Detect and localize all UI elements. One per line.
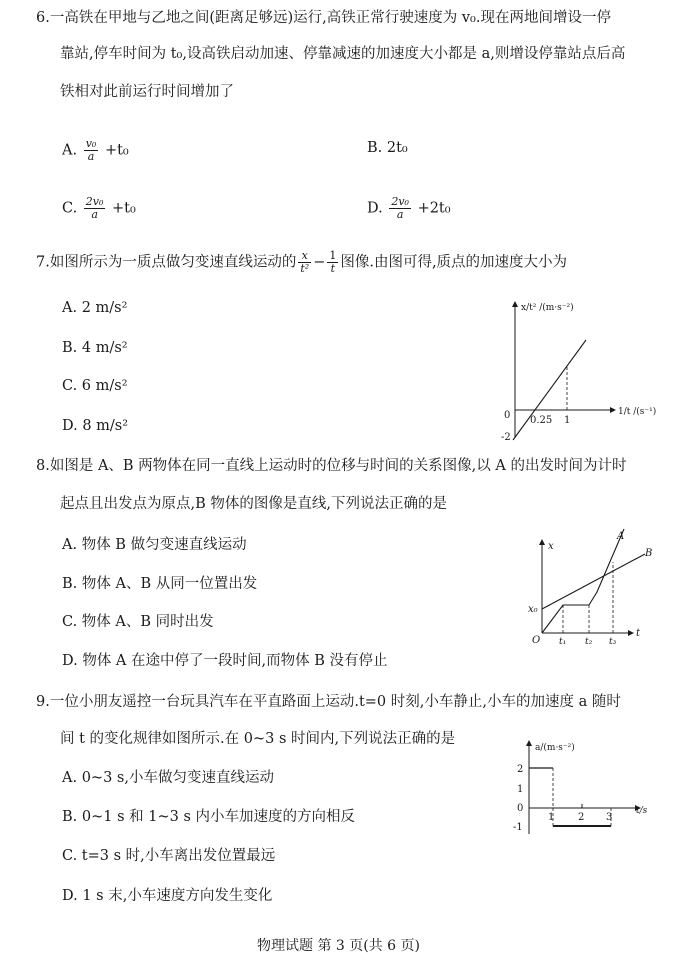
t2-label: t₂ bbox=[585, 637, 593, 647]
y-axis-label: x bbox=[548, 541, 554, 552]
q6-option-c-label: C. bbox=[62, 200, 78, 217]
x-tick-025: 0.25 bbox=[530, 415, 553, 426]
q7-option-d: D. 8 m/s² bbox=[62, 418, 129, 434]
graph-line-b bbox=[542, 554, 645, 609]
q8-option-d: D. 物体 A 在途中停了一段时间,而物体 B 没有停止 bbox=[62, 653, 388, 669]
fraction-denominator: a bbox=[91, 208, 98, 221]
fraction-denominator: a bbox=[87, 150, 95, 163]
q6-option-a-label: A. bbox=[62, 142, 78, 159]
x-tick-3: 3 bbox=[606, 812, 613, 823]
q9-option-a: A. 0~3 s,小车做匀变速直线运动 bbox=[62, 770, 274, 786]
origin-label: O bbox=[532, 635, 541, 646]
q6-option-d-fraction bbox=[389, 196, 411, 221]
label-a: A bbox=[617, 531, 625, 542]
q9-option-c: C. t=3 s 时,小车离出发位置最远 bbox=[62, 848, 276, 864]
q8-line1: 8.如图是 A、B 两物体在同一直线上运动时的位移与时间的关系图像,以 A 的出发时间为计时 bbox=[36, 458, 627, 474]
t3-label: t₃ bbox=[609, 637, 617, 647]
q6-option-d bbox=[367, 196, 451, 221]
x-axis-label: 1/t /(s⁻¹) bbox=[618, 407, 657, 417]
q8-option-c: C. 物体 A、B 同时出发 bbox=[62, 614, 214, 630]
q6-option-b: B. 2t₀ bbox=[367, 140, 408, 156]
q7-option-c: C. 6 m/s² bbox=[62, 378, 128, 394]
q9-line2: 间 t 的变化规律如图所示.在 0~3 s 时间内,下列说法正确的是 bbox=[60, 731, 456, 747]
q8-option-b: B. 物体 A、B 从同一位置出发 bbox=[62, 576, 258, 592]
q6-option-c-tail: +t₀ bbox=[112, 200, 136, 217]
y-tick-neg1: -1 bbox=[513, 822, 523, 833]
x-tick-1: 1 bbox=[548, 812, 555, 823]
y-axis-label: x/t² /(m·s⁻²) bbox=[521, 303, 574, 313]
q6-line3: 铁相对此前运行时间增加了 bbox=[60, 84, 234, 100]
fraction-denominator: t bbox=[330, 262, 336, 275]
q6-option-a-fraction bbox=[84, 138, 99, 163]
q9-option-b: B. 0~1 s 和 1~3 s 内小车加速度的方向相反 bbox=[62, 809, 356, 825]
q6-option-d-tail: +2t₀ bbox=[417, 200, 451, 217]
q9-graph bbox=[510, 736, 660, 836]
q6-option-a-tail: +t₀ bbox=[104, 142, 129, 159]
page-footer: 物理试题 第 3 页(共 6 页) bbox=[257, 938, 420, 954]
x-tick-2: 2 bbox=[578, 812, 585, 823]
label-b: B bbox=[645, 548, 653, 559]
q6-line2: 靠站,停车时间为 t₀,设高铁启动加速、停靠减速的加速度大小都是 a,则增设停靠站点后高 bbox=[60, 46, 626, 62]
fraction-numerator: v₀ bbox=[85, 137, 97, 150]
fraction-denominator: a bbox=[396, 208, 404, 221]
fraction-numerator: 2v₀ bbox=[85, 195, 104, 208]
x-axis-label: t bbox=[636, 628, 641, 639]
y-tick-1: 1 bbox=[517, 784, 524, 795]
q9-option-d: D. 1 s 末,小车速度方向发生变化 bbox=[62, 888, 273, 904]
q7-stem-post: 图像.由图可得,质点的加速度大小为 bbox=[340, 254, 568, 271]
fraction-numerator: 2v₀ bbox=[391, 195, 409, 208]
x-axis-label: t/s bbox=[636, 806, 648, 816]
q7-stem-pre: 7.如图所示为一质点做匀变速直线运动的 bbox=[36, 254, 297, 271]
q6-option-d-label: D. bbox=[367, 200, 383, 217]
t1-label: t₁ bbox=[559, 637, 567, 647]
q7-stem: 7.如图所示为一质点做匀变速直线运动的 $\frac{x}{\text{t²}}$ − $\frac{1}{t}$ 图像.由图可得,质点的加速度大小为 bbox=[36, 249, 568, 275]
y-axis-label: a/(m·s⁻²) bbox=[535, 743, 575, 753]
origin-label: 0 bbox=[504, 410, 511, 421]
q8-option-a: A. 物体 B 做匀变速直线运动 bbox=[62, 537, 247, 553]
q6-option-a bbox=[62, 138, 129, 163]
q6-option-c bbox=[62, 196, 136, 221]
x0-label: x₀ bbox=[528, 604, 538, 615]
q8-line2: 起点且出发点为原点,B 物体的图像是直线,下列说法正确的是 bbox=[60, 496, 447, 512]
q7-option-b: B. 4 m/s² bbox=[62, 340, 128, 356]
fraction-numerator: x bbox=[298, 250, 311, 263]
q9-line1: 9.一位小朋友遥控一台玩具汽车在平直路面上运动.t=0 时刻,小车静止,小车的加速度 a 随时 bbox=[36, 694, 621, 710]
q6-line1: 6.一高铁在甲地与乙地之间(距离足够远)运行,高铁正常行驶速度为 v₀.现在两地间增设一停 bbox=[36, 10, 611, 26]
y-tick-0: 0 bbox=[517, 803, 524, 814]
y-intercept-label: -2 bbox=[501, 432, 511, 443]
x-tick-1: 1 bbox=[564, 415, 571, 426]
q7-option-a: A. 2 m/s² bbox=[62, 300, 128, 316]
graph-line-a bbox=[542, 529, 624, 633]
fraction-denominator: t² bbox=[300, 262, 310, 275]
q6-option-c-fraction bbox=[84, 196, 106, 221]
q8-graph bbox=[525, 525, 665, 650]
y-tick-2: 2 bbox=[517, 764, 524, 775]
q7-graph bbox=[490, 290, 660, 450]
q7-fraction-x-t2 bbox=[298, 250, 311, 275]
q7-fraction-1-t bbox=[327, 250, 338, 275]
fraction-numerator: 1 bbox=[329, 249, 337, 262]
